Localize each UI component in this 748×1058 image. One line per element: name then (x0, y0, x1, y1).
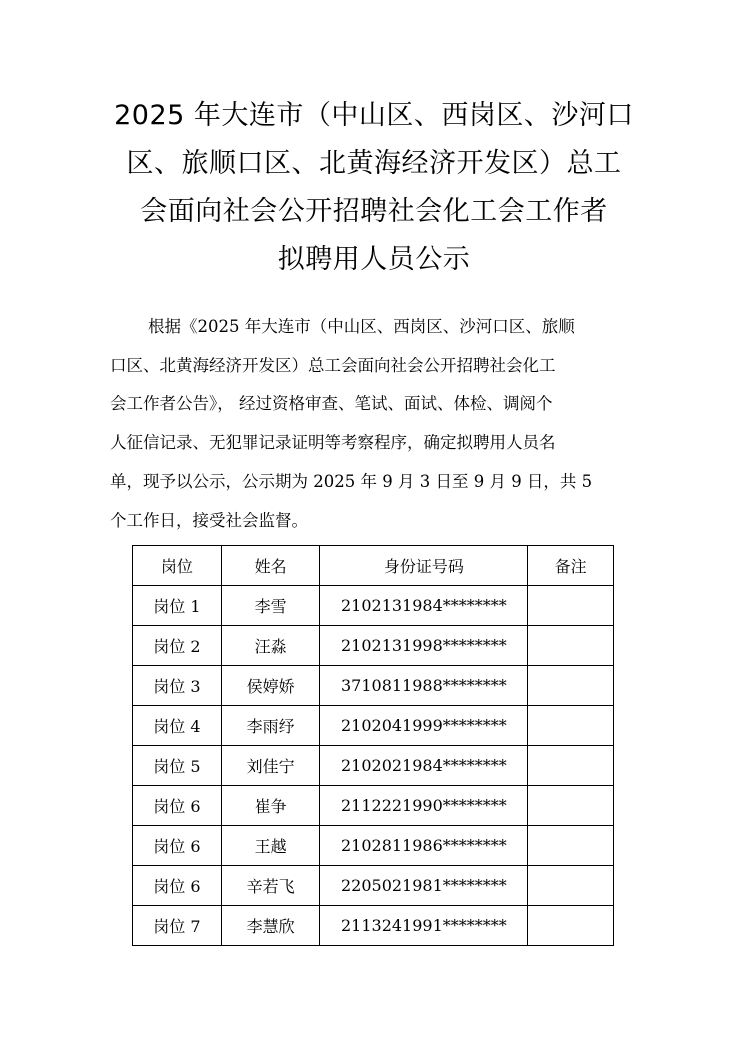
table-row (133, 746, 614, 786)
remarks-cell (528, 586, 614, 626)
name-cell: 崔争 (221, 786, 320, 826)
table-header (133, 546, 614, 586)
id-number-cell: 2102021984******** (320, 746, 528, 786)
paragraph-line: 单，现予以公示，公示期为 2025 年 9 月 3 日至 9 月 9 日，共 5 (110, 471, 593, 491)
table-row (133, 626, 614, 666)
name-cell: 汪淼 (221, 626, 320, 666)
table-row (133, 706, 614, 746)
id-number-cell: 3710811988******** (320, 666, 528, 706)
position-cell: 岗位 6 (133, 786, 222, 826)
header-position: 岗位 (133, 546, 222, 586)
paragraph-line: 会工作者公告》， 经过资格审查、笔试、面试、体检、调阅个 (110, 394, 553, 414)
position-cell: 岗位 7 (133, 906, 222, 946)
header-name: 姓名 (221, 546, 320, 586)
position-cell: 岗位 6 (133, 826, 222, 866)
name-cell: 王越 (221, 826, 320, 866)
paragraph-line: 人征信记录、无犯罪记录证明等考察程序，确定拟聘用人员名 (110, 433, 556, 453)
id-number-cell: 2112221990******** (320, 786, 528, 826)
name-cell: 辛若飞 (221, 866, 320, 906)
id-number-cell: 2102041999******** (320, 706, 528, 746)
remarks-cell (528, 706, 614, 746)
position-cell: 岗位 4 (133, 706, 222, 746)
table-row (133, 586, 614, 626)
id-number-cell: 2102131998******** (320, 626, 528, 666)
table-body (133, 586, 614, 946)
remarks-cell (528, 786, 614, 826)
header-remarks: 备注 (528, 546, 614, 586)
table-row (133, 906, 614, 946)
remarks-cell (528, 826, 614, 866)
position-cell: 岗位 6 (133, 866, 222, 906)
remarks-cell (528, 906, 614, 946)
name-cell: 侯婷娇 (221, 666, 320, 706)
position-cell: 岗位 2 (133, 626, 222, 666)
table-row (133, 866, 614, 906)
table-header-row (133, 546, 614, 586)
id-number-cell: 2205021981******** (320, 866, 528, 906)
candidate-table (132, 545, 614, 946)
page-title (90, 92, 658, 284)
table-row (133, 666, 614, 706)
paragraph-line: 口区、北黄海经济开发区）总工会面向社会公开招聘社会化工 (110, 355, 556, 375)
table-row (133, 786, 614, 826)
title-line: 区、旅顺口区、北黄海经济开发区）总工 (126, 148, 622, 179)
remarks-cell (528, 866, 614, 906)
id-number-cell: 2113241991******** (320, 906, 528, 946)
position-cell: 岗位 3 (133, 666, 222, 706)
paragraph-line: 个工作日，接受社会监督。 (110, 510, 308, 530)
remarks-cell (528, 666, 614, 706)
name-cell: 李雨纾 (221, 706, 320, 746)
position-cell: 岗位 5 (133, 746, 222, 786)
title-line: 会面向社会公开招聘社会化工会工作者 (140, 196, 608, 227)
announcement-paragraph (110, 308, 640, 540)
name-cell: 刘佳宁 (221, 746, 320, 786)
table-row (133, 826, 614, 866)
paragraph-line: 根据《2025 年大连市（中山区、西岗区、沙河口区、旅顺 (148, 317, 575, 336)
remarks-cell (528, 746, 614, 786)
name-cell: 李慧欣 (221, 906, 320, 946)
title-line: 2025 年大连市（中山区、西岗区、沙河口 (114, 100, 634, 131)
remarks-cell (528, 626, 614, 666)
position-cell: 岗位 1 (133, 586, 222, 626)
name-cell: 李雪 (221, 586, 320, 626)
id-number-cell: 2102131984******** (320, 586, 528, 626)
title-line: 拟聘用人员公示 (277, 244, 471, 275)
header-id-number: 身份证号码 (320, 546, 528, 586)
id-number-cell: 2102811986******** (320, 826, 528, 866)
